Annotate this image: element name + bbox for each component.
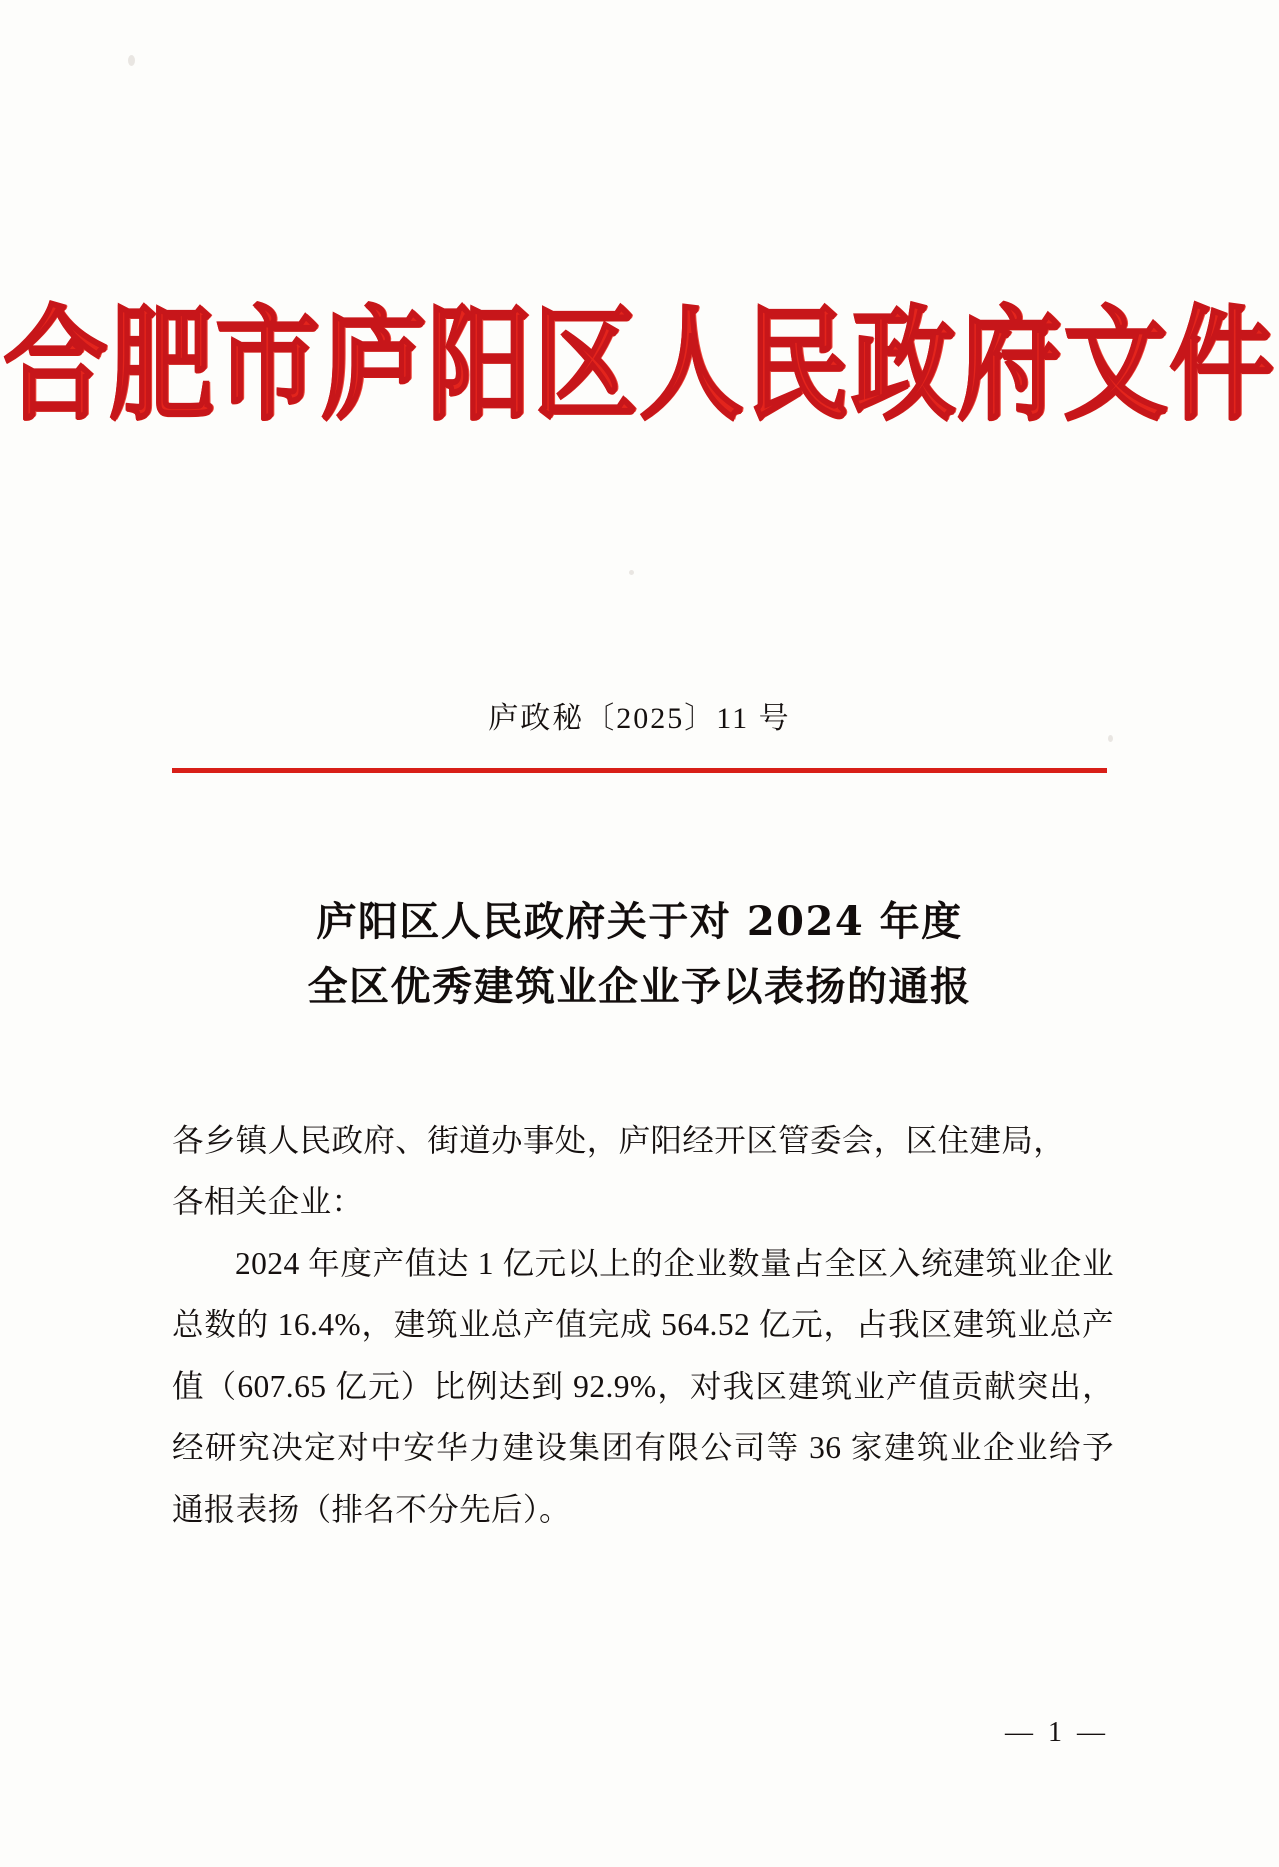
salutation-line-2: 各相关企业：	[172, 1184, 364, 1220]
masthead-title: 合肥市庐阳区人民政府文件	[3, 291, 1276, 437]
document-number: 庐政秘〔2025〕11 号	[488, 702, 791, 735]
salutation-line-1: 各乡镇人民政府、街道办事处，庐阳经开区管委会，区住建局，	[172, 1123, 1066, 1158]
scan-speck	[128, 55, 135, 66]
page-title-line-2: 全区优秀建筑业企业予以表扬的通报	[307, 962, 972, 1010]
page-title-line-1: 庐阳区人民政府关于对 2024 年度	[316, 898, 963, 945]
page-title	[0, 890, 1279, 1020]
scan-speck	[629, 570, 634, 575]
page-number: — 1 —	[1005, 1717, 1109, 1748]
masthead	[0, 291, 1279, 437]
document-body	[172, 1110, 1114, 1540]
body-paragraph: 2024 年度产值达 1 亿元以上的企业数量占全区入统建筑业企业总数的 16.4%，建筑业总产值完成 564.52 亿元，占我区建筑业总产值（607.65 亿元）比例达到 92.9%，对我区建筑业产值贡献突出，经研究决定对中安华力建设集团有限公司等 36 家建筑业企业给予通报表扬（排名不分先后）。	[172, 1245, 1114, 1527]
red-divider-rule	[172, 768, 1107, 773]
